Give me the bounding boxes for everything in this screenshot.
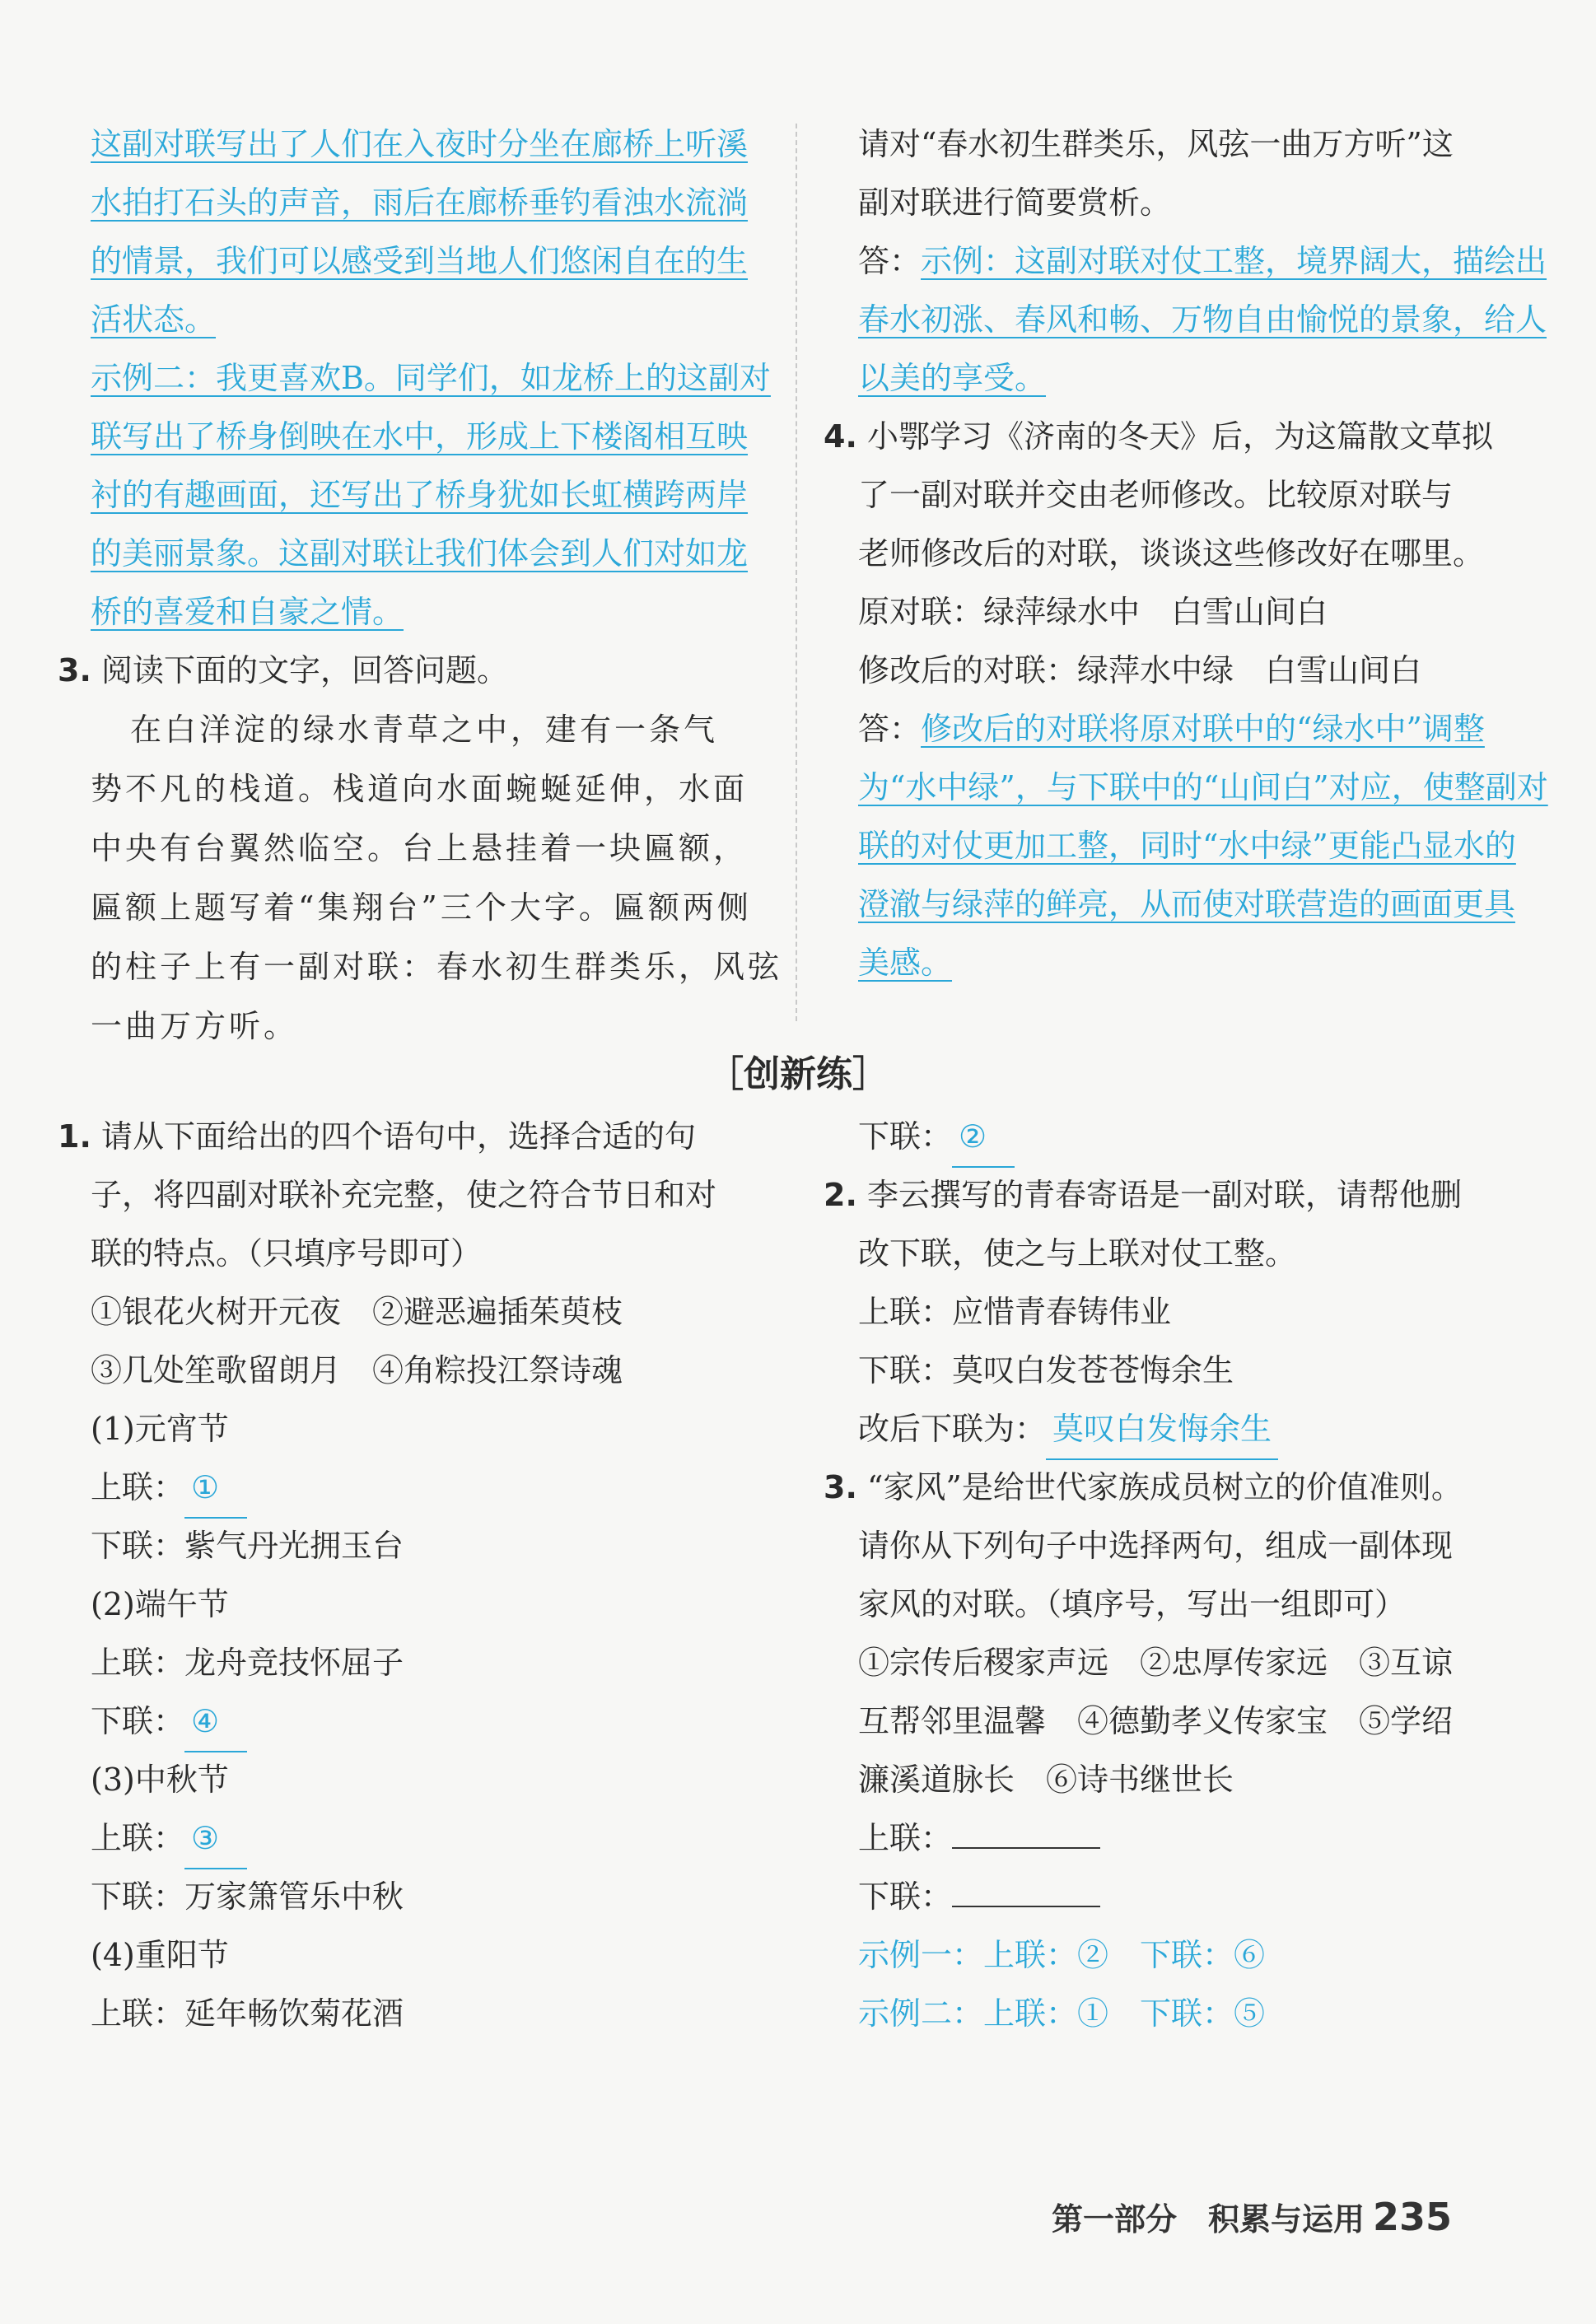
- example-answer: 示例一：上联：② 下联：⑥: [858, 1937, 1266, 1973]
- question-number: 3.: [58, 652, 91, 688]
- answer-label: 答：: [858, 711, 922, 747]
- answer-blank: 莫叹白发悔余生: [1046, 1400, 1278, 1460]
- revised-couplet: 修改后的对联：绿萍水中绿 白雪山间白: [858, 652, 1422, 688]
- upper-couplet: 上联：应惜青春铸伟业: [858, 1294, 1172, 1330]
- question-text: 老师修改后的对联，谈谈这些修改好在哪里。: [858, 535, 1485, 572]
- question-number: 4.: [824, 418, 857, 455]
- couplet-text: 龙舟竞技怀屈子: [184, 1645, 404, 1681]
- column-divider: [796, 124, 797, 1021]
- left-column-bottom: [58, 1108, 774, 2043]
- question-text: 李云撰写的青春寄语是一副对联，请帮他删: [866, 1177, 1462, 1213]
- question-text: 请从下面给出的四个语句中，选择合适的句: [100, 1118, 696, 1155]
- question-text: 小鄂学习《济南的冬天》后，为这篇散文草拟: [866, 418, 1493, 455]
- answer-blank: ②: [952, 1108, 1015, 1168]
- passage-line: 在白洋淀的绿水青草之中，建有一条气: [130, 712, 719, 748]
- lower-label: 下联：: [91, 1878, 185, 1915]
- answer-line: 春水初涨、春风和畅、万物自由愉悦的景象，给人: [858, 301, 1547, 338]
- answer-blank: ④: [184, 1692, 247, 1752]
- answer-line: 这副对联写出了人们在入夜时分坐在廊桥上听溪: [91, 126, 749, 162]
- answer-line: 示例二：我更喜欢B。同学们，如龙桥上的这副对: [91, 360, 771, 396]
- question-text: 副对联进行简要赏析。: [858, 184, 1172, 221]
- page-footer: [1052, 2194, 1452, 2239]
- answer-label: 答：: [858, 243, 922, 279]
- lower-label: 下联：: [91, 1528, 185, 1564]
- fill-blank[interactable]: [952, 1821, 1100, 1849]
- answer-line: 修改后的对联将原对联中的“绿水中”调整: [921, 711, 1485, 747]
- passage-line: 中央有台翼然临空。台上悬挂着一块匾额，: [91, 830, 749, 866]
- footer-section: 第一部分 积累与运用: [1051, 2201, 1365, 2238]
- answer-blank: ①: [184, 1458, 247, 1519]
- passage-line: 匾额上题写着“集翔台”三个大字。匾额两侧: [91, 889, 752, 926]
- passage-line: 的柱子上有一副对联：春水初生群类乐，风弦: [91, 949, 783, 985]
- couplet-text: 万家箫管乐中秋: [184, 1878, 404, 1915]
- original-couplet: 原对联：绿萍绿水中 白雪山间白: [858, 594, 1328, 630]
- question-text: 了一副对联并交由老师修改。比较原对联与: [858, 477, 1454, 513]
- page-number: 235: [1372, 2195, 1452, 2239]
- section-title: ［创新练］: [707, 1053, 889, 1095]
- example-answer: 示例二：上联：① 下联：⑤: [858, 1995, 1266, 2032]
- answer-blank: ③: [184, 1809, 247, 1869]
- answer-line: 联的对仗更加工整，同时“水中绿”更能凸显水的: [858, 828, 1516, 864]
- option-line: 濂溪道脉长 ⑥诗书继世长: [858, 1762, 1234, 1798]
- answer-line: 活状态。: [91, 301, 217, 338]
- option-line: ①宗传后稷家声远 ②忠厚传家远 ③互谅: [858, 1645, 1454, 1681]
- question-text: 家风的对联。（填序号，写出一组即可）: [858, 1586, 1407, 1622]
- answer-line: 澄澈与绿萍的鲜亮，从而使对联营造的画面更具: [858, 886, 1516, 922]
- answer-line: 的情景，我们可以感受到当地人们悠闲自在的生: [91, 243, 749, 279]
- reading-passage: [91, 700, 783, 1056]
- option-line: 互帮邻里温馨 ④德勤孝义传家宝 ⑤学绍: [858, 1703, 1454, 1739]
- question-text: 请你从下列句子中选择两句，组成一副体现: [858, 1528, 1454, 1564]
- couplet-text: 延年畅饮菊花酒: [184, 1995, 404, 2032]
- answer-line: 以美的享受。: [858, 360, 1047, 396]
- question-3-prompt: [58, 642, 774, 700]
- item-label: (4)重阳节: [91, 1937, 229, 1973]
- passage-line: 势不凡的栈道。栈道向水面蜿蜒延伸，水面: [91, 771, 749, 807]
- lower-couplet: 下联：莫叹白发苍苍悔余生: [858, 1352, 1234, 1388]
- answer-line: 衬的有趣画面，还写出了桥身犹如长虹横跨两岸: [91, 477, 749, 513]
- fill-blank[interactable]: [952, 1879, 1100, 1907]
- question-number: 1.: [58, 1118, 91, 1155]
- right-column-bottom: [824, 1108, 1507, 2043]
- upper-label: 上联：: [858, 1820, 953, 1856]
- couplet-text: 紫气丹光拥玉台: [184, 1528, 404, 1564]
- answer-line: 联写出了桥身倒映在水中，形成上下楼阁相互映: [91, 418, 749, 455]
- item-label: (2)端午节: [91, 1586, 229, 1622]
- option-line: ①银花火树开元夜 ②避恶遍插茱萸枝: [91, 1294, 623, 1330]
- item-label: (1)元宵节: [91, 1411, 229, 1447]
- revised-label: 改后下联为：: [858, 1411, 1047, 1447]
- upper-label: 上联：: [91, 1820, 185, 1856]
- lower-label: 下联：: [858, 1878, 953, 1915]
- lower-label: 下联：: [858, 1118, 953, 1155]
- right-column-top: [824, 115, 1548, 992]
- upper-label: 上联：: [91, 1645, 185, 1681]
- upper-label: 上联：: [91, 1995, 185, 2032]
- answer-line: 美感。: [858, 945, 953, 981]
- option-line: ③几处笙歌留朗月 ④角粽投江祭诗魂: [91, 1352, 623, 1388]
- answer-line: 为“水中绿”，与下联中的“山间白”对应，使整副对: [858, 769, 1548, 805]
- question-text: 联的特点。（只填序号即可）: [91, 1235, 483, 1272]
- item-label: (3)中秋节: [91, 1762, 229, 1798]
- question-4: [824, 408, 1507, 466]
- question-text: 阅读下面的文字，回答问题。: [100, 652, 508, 688]
- left-column-top: [58, 115, 783, 1056]
- answer-line: 示例：这副对联对仗工整，境界阔大，描绘出: [921, 243, 1547, 279]
- question-text: 改下联，使之与上联对仗工整。: [858, 1235, 1297, 1272]
- question-number: 3.: [824, 1469, 857, 1505]
- question-number: 2.: [824, 1177, 857, 1213]
- question-text: “家风”是给世代家族成员树立的价值准则。: [866, 1469, 1463, 1505]
- question-text: 请对“春水初生群类乐，风弦一曲万方听”这: [858, 126, 1454, 162]
- question-text: 子，将四副对联补充完整，使之符合节日和对: [91, 1177, 717, 1213]
- lower-label: 下联：: [91, 1703, 185, 1739]
- answer-line: 桥的喜爱和自豪之情。: [91, 594, 404, 630]
- answer-line: 的美丽景象。这副对联让我们体会到人们对如龙: [91, 535, 749, 572]
- passage-line: 一曲万方听。: [91, 1008, 299, 1044]
- answer-line: 水拍打石头的声音，雨后在廊桥垂钓看浊水流淌: [91, 184, 749, 221]
- upper-label: 上联：: [91, 1469, 185, 1505]
